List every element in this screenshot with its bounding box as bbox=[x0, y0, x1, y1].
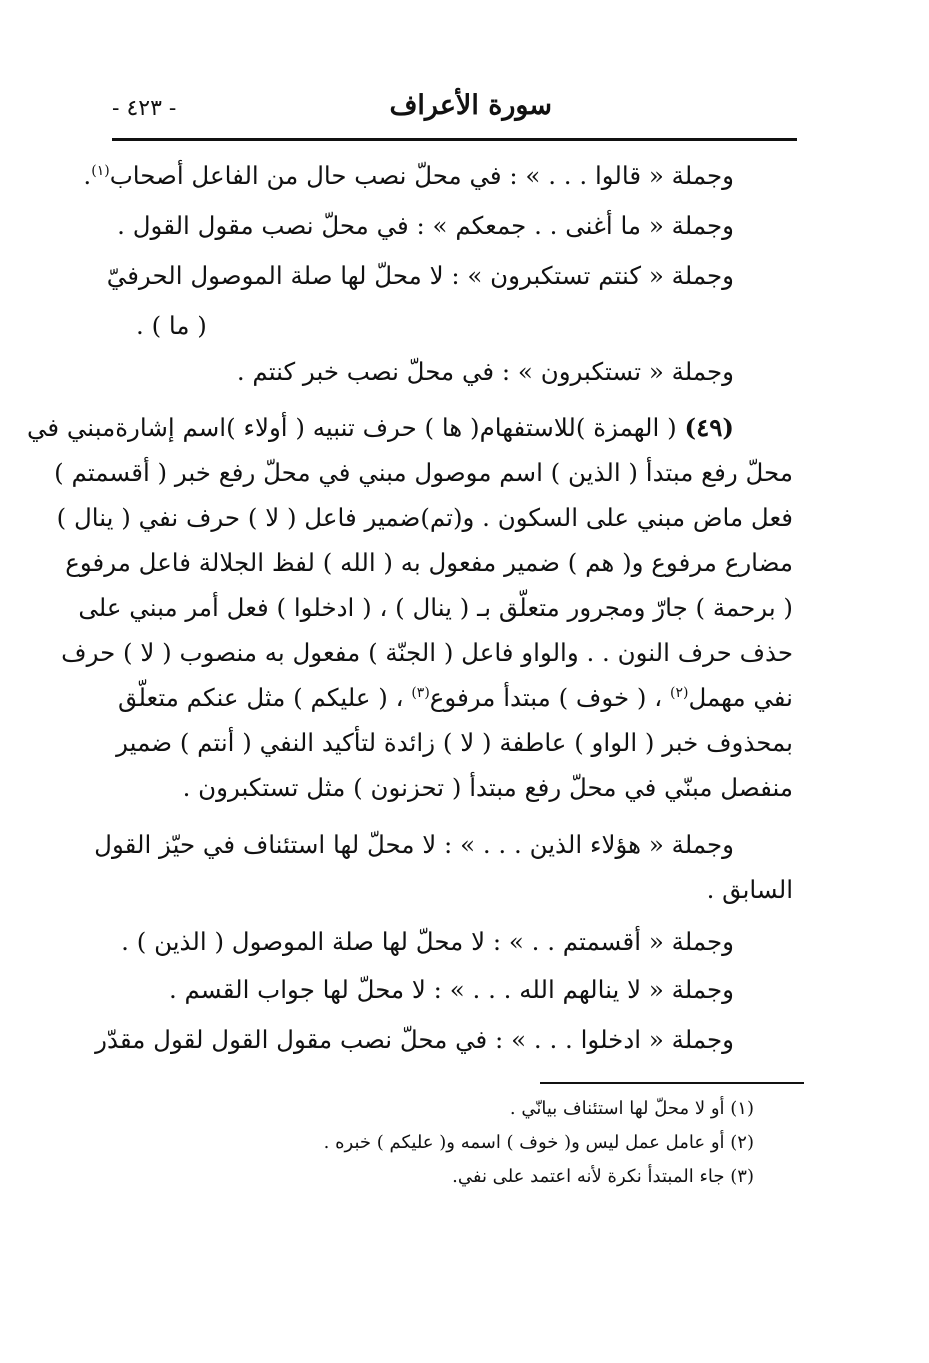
header-rule bbox=[112, 138, 797, 141]
page-number: - ٤٢٣ - bbox=[112, 96, 177, 121]
body-line: ( برحمة ) جارّ ومجرور متعلّق بـ ( ينال ) ، ( ادخلوا ) فعل أمر مبني على bbox=[78, 593, 793, 622]
surah-title: سورة الأعراف bbox=[389, 90, 552, 121]
body-line: وجملة « قالوا . . . » : في محلّ نصب حال من الفاعل أصحاب$^{(١)}$. bbox=[83, 161, 734, 190]
body-line: بمحذوف خبر ( الواو ) عاطفة ( لا ) زائدة لتأكيد النفي ( أنتم ) ضمير bbox=[116, 728, 793, 757]
body-line: فعل ماض مبني على السكون . و(تم)ضمير فاعل ( لا ) حرف نفي ( ينال ) bbox=[56, 503, 793, 532]
body-line: نفي مهمل$^{(٢)}$ ، ( خوف ) مبتدأ مرفوع$^{(٣)}$ ، ( عليكم ) مثل عنكم متعلّق bbox=[118, 683, 793, 712]
verse-number: (٤٩) bbox=[684, 413, 734, 442]
body-line: منفصل مبنّي في محلّ رفع مبتدأ ( تحزنون ) مثل تستكبرون . bbox=[182, 773, 793, 802]
body-line: مضارع مرفوع و( هم ) ضمير مفعول به ( الله ) لفظ الجلالة فاعل مرفوع bbox=[65, 548, 793, 577]
body-line: وجملة « ما أغنى . . جمعكم » : في محلّ نصب مقول القول . bbox=[117, 211, 734, 240]
body-line: وجملة « تستكبرون » : في محلّ نصب خبر كنتم . bbox=[236, 357, 734, 386]
body-line: وجملة « لا ينالهم الله . . . » : لا محلّ لها جواب القسم . bbox=[168, 975, 734, 1004]
footnote: (٢) أو عامل عمل ليس و( خوف ) اسمه و( عليكم ) خبره . bbox=[323, 1132, 754, 1153]
body-line: محلّ رفع مبتدأ ( الذين ) اسم موصول مبني في محلّ رفع خبر ( أقسمتم ) bbox=[54, 458, 793, 487]
body-line: حذف حرف النون . . والواو فاعل ( الجنّة ) مفعول به منصوب ( لا ) حرف bbox=[61, 638, 793, 667]
footnote-mark-1: (١) bbox=[91, 162, 110, 179]
footnote: (١) أو لا محلّ لها استئناف بيانّي . bbox=[509, 1098, 754, 1119]
body-line: ( ما ) . bbox=[136, 311, 207, 340]
body-line: (٤٩) ( الهمزة )للاستفهام( ها ) حرف تنبيه ( أولاء )اسم إشارةمبني في bbox=[26, 413, 734, 442]
footnote: (٣) جاء المبتدأ نكرة لأنه اعتمد على نفي. bbox=[452, 1166, 754, 1187]
body-line: وجملة « أقسمتم . . » : لا محلّ لها صلة الموصول ( الذين ) . bbox=[121, 927, 734, 956]
page-header bbox=[112, 86, 797, 132]
body-line: السابق . bbox=[706, 875, 793, 904]
footnote-mark-2: (٢) bbox=[669, 684, 689, 701]
body-line: وجملة « هؤلاء الذين . . . » : لا محلّ لها استئناف في حيّز القول bbox=[94, 830, 734, 859]
footnote-mark-3: (٣) bbox=[411, 684, 430, 701]
footnote-rule bbox=[540, 1082, 804, 1084]
body-line: وجملة « كنتم تستكبرون » : لا محلّ لها صلة الموصول الحرفيّ bbox=[106, 261, 734, 290]
body-line: وجملة « ادخلوا . . . » : في محلّ نصب مقول القول لقول مقدّر bbox=[95, 1025, 734, 1054]
